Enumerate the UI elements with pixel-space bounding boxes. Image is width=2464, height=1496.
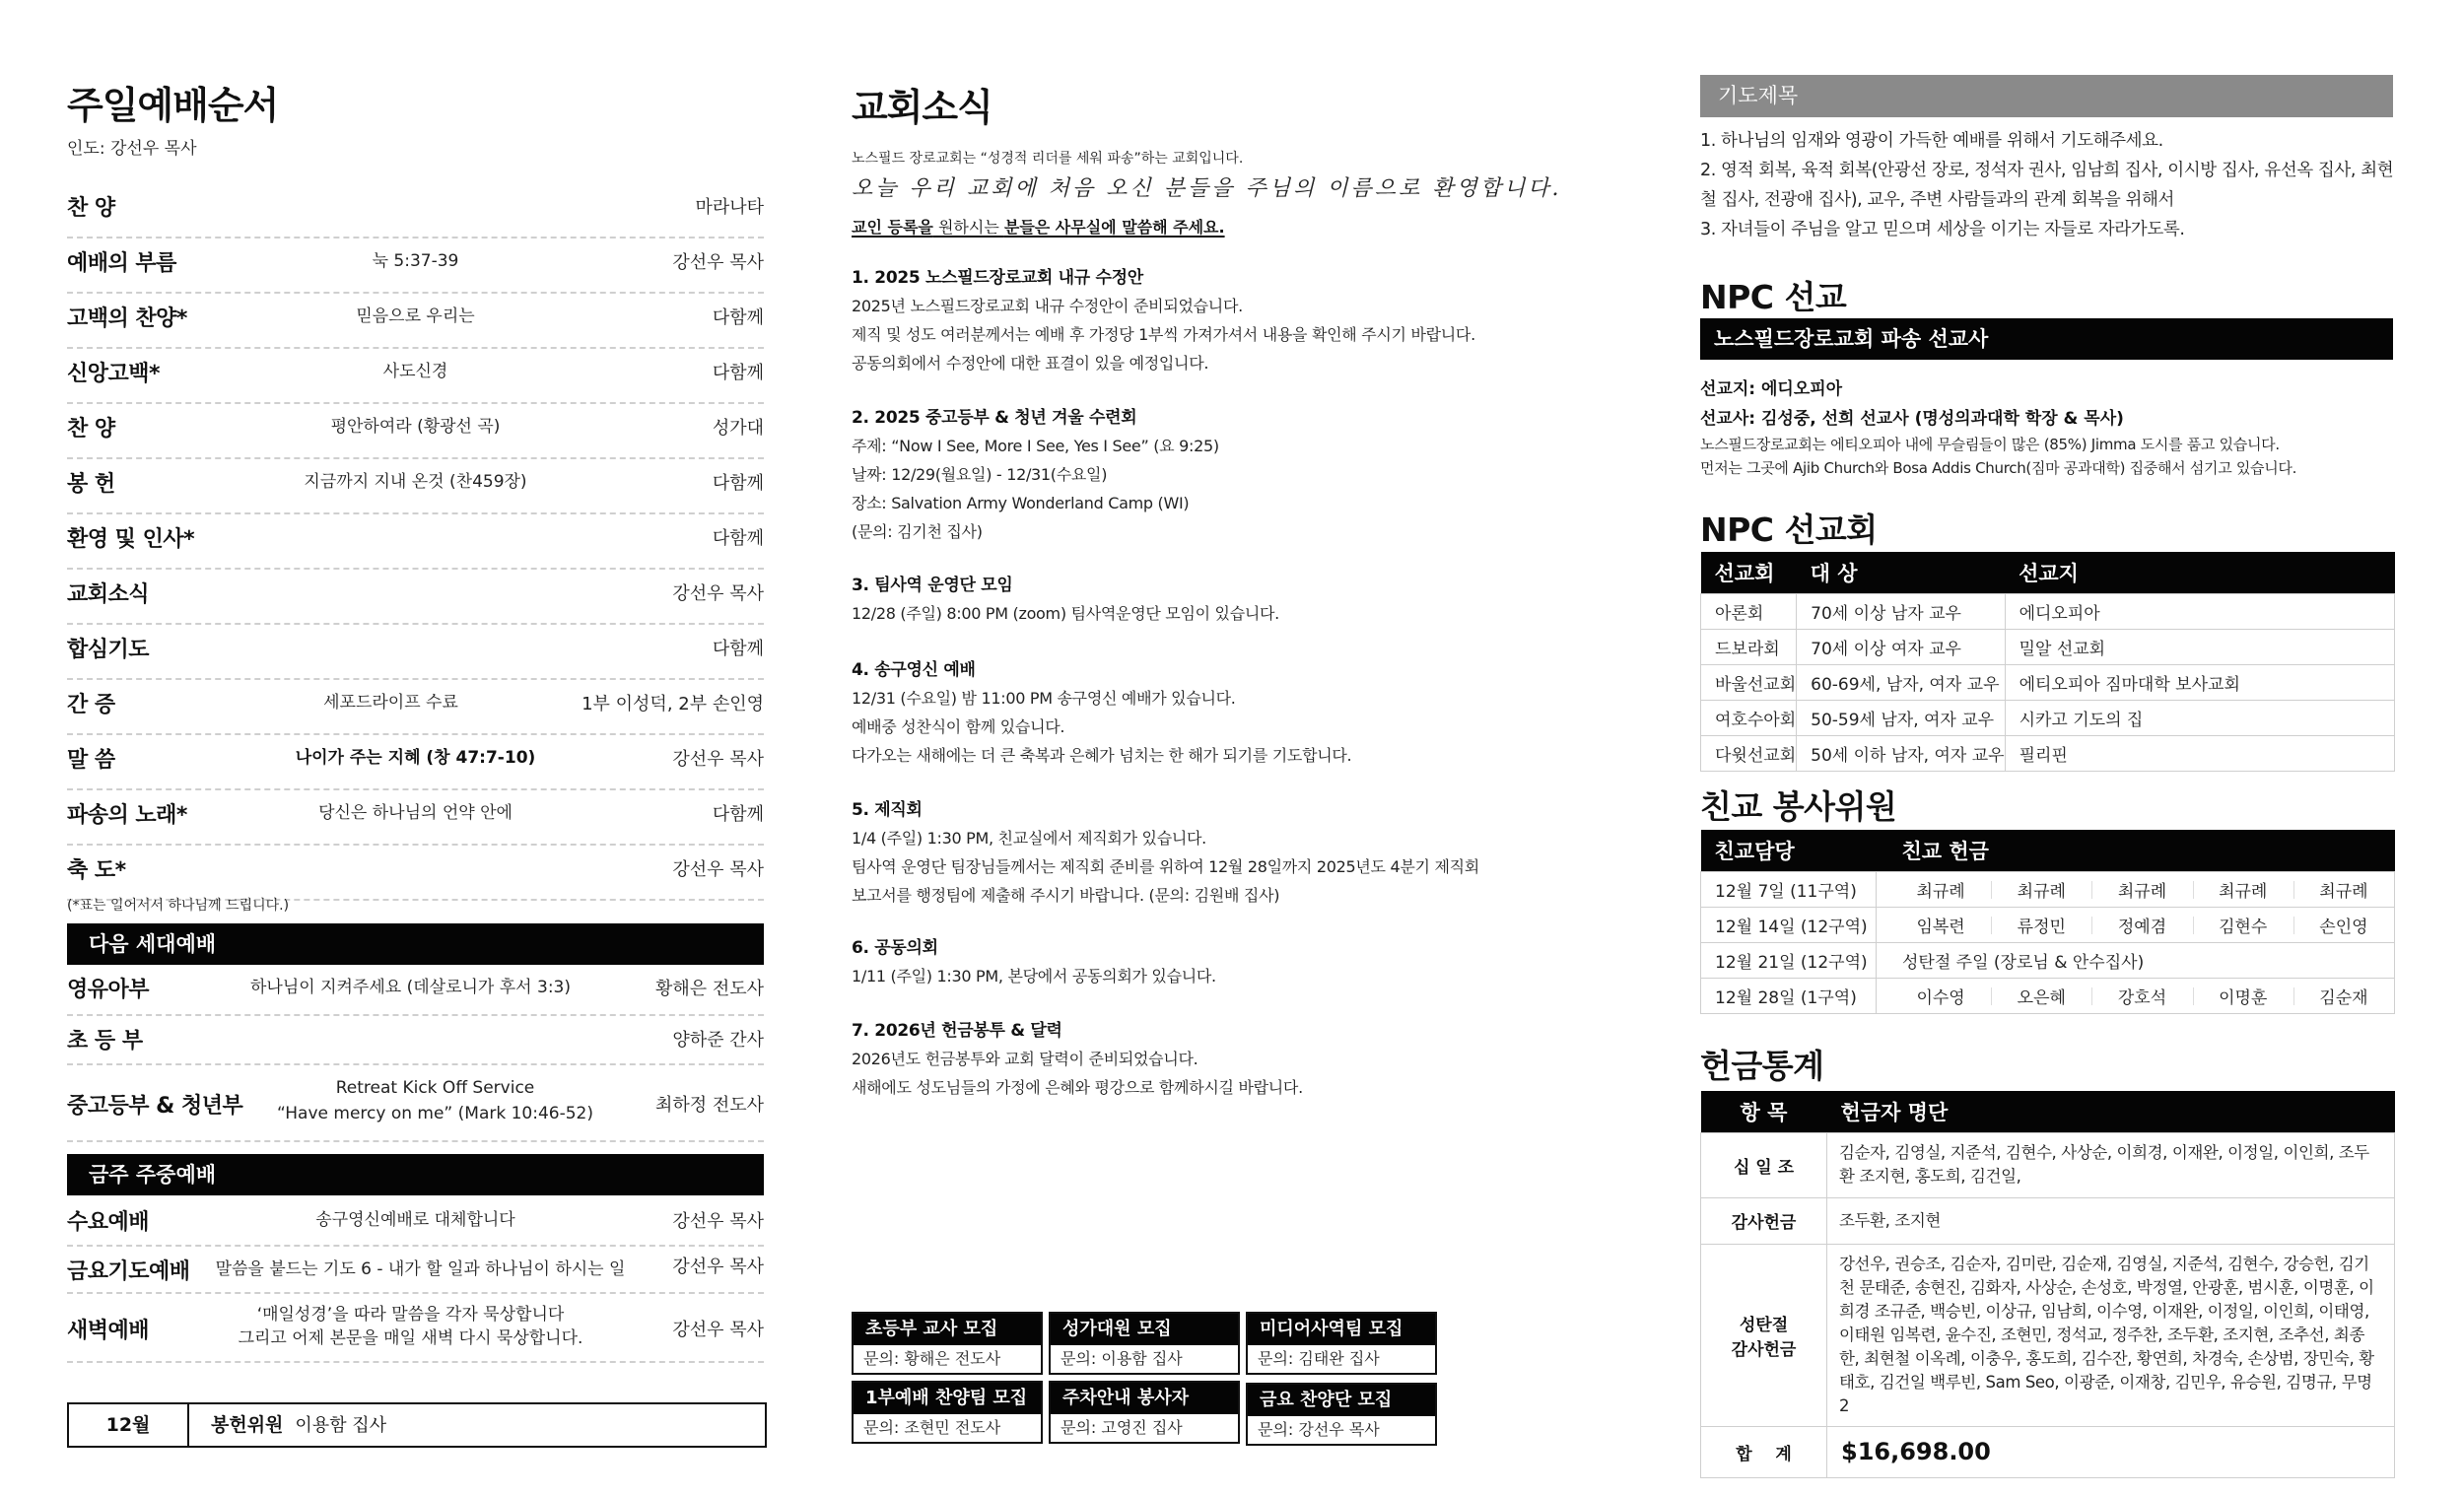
news-item bbox=[852, 572, 1551, 628]
order-content: 세포드라이프 수료 bbox=[323, 693, 458, 713]
news-title: 1. 2025 노스필드장로교회 내규 수정안 bbox=[852, 268, 1143, 288]
worship-leader: 인도: 강선우 목사 bbox=[67, 139, 197, 159]
order-label: 예배의 부름 bbox=[67, 251, 176, 276]
news-title: 6. 공동의회 bbox=[852, 938, 938, 958]
order-by: 양하준 간사 bbox=[672, 1030, 764, 1051]
offering-total: $16,698.00 bbox=[1827, 1426, 2395, 1477]
order-by: 다함께 bbox=[712, 363, 764, 383]
cell: 시카고 기도의 집 bbox=[2005, 700, 2394, 735]
mission-bar: 노스필드장로교회 파송 선교사 bbox=[1700, 318, 2393, 360]
order-row bbox=[67, 790, 764, 846]
name: 이명훈 bbox=[2193, 984, 2293, 1008]
registration-notice bbox=[852, 215, 1225, 238]
news-line: 새해에도 성도님들의 가정에 은혜와 평강으로 함께하시길 바랍니다. bbox=[852, 1078, 1303, 1097]
offering-total-label: 합 계 bbox=[1701, 1426, 1827, 1477]
fellowship-date: 12월 7일 (11구역) bbox=[1701, 871, 1877, 907]
order-by: 다함께 bbox=[712, 804, 764, 825]
offering-names: 강선우, 권승조, 김순자, 김미란, 김순재, 김영실, 지준석, 김현수, 강승헌, 김기천 문태준, 송현진, 김화자, 사상순, 손성호, 박정열, 안광훈, 범시훈, 이명훈, 이희경 조규준, 백승빈, 이상규, 임남희, 이수영, 이재완, 이정일, 이인희, 이태영, 이태원 임복련, 윤수진, 조현민, 정석교, 정주찬, 조두환, 조지현, 조추선, 최종한, 최현철 이옥례, 이충우, 홍도희, 김수잔, 황연희, 차경숙, 손상범, 장민숙, 황태호, 김건일 백루빈, Sam Seo, 이광준, 이재창, 김민우, 유승원, 김명규, 무명 2 bbox=[1827, 1244, 2395, 1426]
committee-month: 12월 bbox=[69, 1404, 189, 1446]
order-row bbox=[67, 1294, 764, 1363]
table-row bbox=[1701, 907, 2395, 942]
name: 최규례 bbox=[2293, 877, 2394, 902]
mission-title: NPC 선교 bbox=[1700, 278, 1847, 316]
news-line: (문의: 김기천 집사) bbox=[852, 522, 983, 541]
order-by: 강선우 목사 bbox=[672, 583, 764, 604]
news-line: 공동의회에서 수정안에 대한 표결이 있을 예정입니다. bbox=[852, 354, 1209, 373]
order-content-line1: ‘매일성경’을 따라 말씀을 각자 묵상합니다 bbox=[256, 1305, 565, 1325]
recruit-contact: 문의: 조현민 전도사 bbox=[854, 1414, 1041, 1442]
news-title: 5. 제직회 bbox=[852, 800, 923, 820]
order-row bbox=[67, 349, 764, 404]
order-by: 다함께 bbox=[712, 307, 764, 328]
order-by: 강선우 목사 bbox=[672, 1257, 764, 1277]
news-title: 3. 팀사역 운영단 모임 bbox=[852, 576, 1013, 595]
order-row bbox=[67, 965, 764, 1016]
cell: 에티오피아 짐마대학 보사교회 bbox=[2005, 664, 2394, 700]
order-row bbox=[67, 294, 764, 349]
cell: 드보라회 bbox=[1701, 629, 1797, 664]
order-label: 교회소식 bbox=[67, 582, 150, 607]
societies-title: NPC 선교회 bbox=[1700, 510, 1878, 549]
offering-names: 김순자, 김영실, 지준석, 김현수, 사상순, 이희경, 이재완, 이정일, 이인희, 조두환 조지현, 홍도희, 김건일, bbox=[1827, 1132, 2395, 1197]
order-by: 1부 이성덕, 2부 손인영 bbox=[582, 694, 764, 714]
news-line: 주제: “Now I See, More I See, Yes I See” (요 9:25) bbox=[852, 437, 1219, 455]
order-row bbox=[67, 404, 764, 459]
order-by: 황해은 전도사 bbox=[654, 979, 764, 999]
recruit-box bbox=[1049, 1381, 1240, 1444]
missionary-names: 선교사: 김성중, 선희 선교사 (명성의과대학 학장 & 목사) bbox=[1700, 409, 2124, 429]
name: 임복련 bbox=[1916, 917, 1965, 937]
column-header: 선교지 bbox=[2005, 552, 2394, 593]
fellowship-title: 친교 봉사위원 bbox=[1700, 787, 1897, 826]
name: 오은혜 bbox=[1991, 984, 2091, 1008]
table-row bbox=[1701, 978, 2395, 1013]
cell: 밀알 선교회 bbox=[2005, 629, 2394, 664]
order-label: 파송의 노래* bbox=[67, 803, 187, 828]
table-row bbox=[1701, 942, 2395, 978]
weekday-header: 금주 주중예배 bbox=[67, 1154, 764, 1195]
order-label: 수요예배 bbox=[67, 1210, 150, 1235]
order-content: 하나님이 지켜주세요 (데살로니가 후서 3:3) bbox=[250, 978, 571, 997]
table-header-row bbox=[1701, 1091, 2395, 1132]
fellowship-date: 12월 28일 (1구역) bbox=[1701, 978, 1877, 1013]
column-header: 선교회 bbox=[1701, 552, 1797, 593]
cell: 60-69세, 남자, 여자 교우 bbox=[1797, 664, 2005, 700]
register-part3: 분들은 사무실에 말씀해 주세요. bbox=[1003, 218, 1225, 237]
cell: 에디오피아 bbox=[2005, 593, 2394, 629]
recruit-contact: 문의: 김태완 집사 bbox=[1248, 1345, 1435, 1373]
name: 최규례 bbox=[1991, 877, 2091, 902]
order-row bbox=[67, 459, 764, 514]
news-line: 날짜: 12/29(월요일) - 12/31(수요일) bbox=[852, 465, 1108, 484]
column-header: 대 상 bbox=[1797, 552, 2005, 593]
table-row bbox=[1701, 1426, 2395, 1477]
column-header: 친교 헌금 bbox=[1877, 830, 2395, 871]
prayer-item: 3. 자녀들이 주님을 알고 믿으며 세상을 이기는 자들로 자라가도록. bbox=[1700, 220, 2185, 239]
mission-desc-2: 먼저는 그곳에 Ajib Church와 Bosa Addis Church(짐마 공과대학) 집중해서 섬기고 있습니다. bbox=[1700, 459, 2297, 477]
order-by: 최하정 전도사 bbox=[654, 1095, 764, 1116]
news-title: 2. 2025 중고등부 & 청년 겨울 수련회 bbox=[852, 408, 1137, 428]
news-line: 팀사역 운영단 팀장님들께서는 제직회 준비를 위하여 12월 28일까지 2025년도 4분기 제직회 bbox=[852, 857, 1479, 876]
fellowship-names bbox=[1877, 907, 2395, 942]
news-item bbox=[852, 404, 1551, 546]
order-by: 강선우 목사 bbox=[672, 859, 764, 880]
news-item bbox=[852, 264, 1551, 377]
order-content: 평안하여라 (황광선 곡) bbox=[330, 417, 501, 437]
recruit-box bbox=[1049, 1312, 1240, 1375]
order-label: 봉 헌 bbox=[67, 472, 115, 497]
order-by: 강선우 목사 bbox=[672, 1320, 764, 1340]
next-gen-header: 다음 세대예배 bbox=[67, 923, 764, 965]
order-content-line1: Retreat Kick Off Service bbox=[335, 1078, 535, 1098]
order-row bbox=[67, 625, 764, 680]
order-by: 다함께 bbox=[712, 528, 764, 549]
offering-item: 감사헌금 bbox=[1701, 1197, 1827, 1244]
order-content-line2: “Have mercy on me” (Mark 10:46-52) bbox=[276, 1104, 593, 1123]
name: 이수영 bbox=[1916, 987, 1965, 1008]
mission-field: 선교지: 에디오피아 bbox=[1700, 379, 1843, 399]
table-row bbox=[1701, 1244, 2395, 1426]
order-label: 찬 양 bbox=[67, 196, 115, 221]
cell: 다윗선교회 bbox=[1701, 735, 1797, 771]
news-line: 예배중 성찬식이 함께 있습니다. bbox=[852, 717, 1065, 736]
societies-table bbox=[1700, 552, 2395, 772]
order-by: 강선우 목사 bbox=[672, 749, 764, 770]
order-label: 영유아부 bbox=[67, 978, 150, 1002]
table-row bbox=[1701, 1197, 2395, 1244]
news-line: 제직 및 성도 여러분께서는 예배 후 가정당 1부씩 가져가셔서 내용을 확인해 주시기 바랍니다. bbox=[852, 325, 1475, 344]
news-line: 1/11 (주일) 1:30 PM, 본당에서 공동의회가 있습니다. bbox=[852, 967, 1216, 986]
table-row bbox=[1701, 593, 2395, 629]
order-by: 강선우 목사 bbox=[672, 1211, 764, 1232]
order-row bbox=[67, 846, 764, 901]
offering-committee-box bbox=[67, 1402, 767, 1448]
recruit-contact: 문의: 강선우 목사 bbox=[1248, 1416, 1435, 1444]
news-item bbox=[852, 934, 1551, 990]
order-row bbox=[67, 1197, 764, 1247]
news-line: 2026년도 헌금봉투와 교회 달력이 준비되었습니다. bbox=[852, 1050, 1198, 1068]
cell: 여호수아회 bbox=[1701, 700, 1797, 735]
order-content: 사도신경 bbox=[382, 362, 448, 381]
order-row bbox=[67, 514, 764, 570]
news-title: 교회소식 bbox=[852, 86, 992, 129]
cell: 필리핀 bbox=[2005, 735, 2394, 771]
welcome-message: 오늘 우리 교회에 처음 오신 분들을 주님의 이름으로 환영합니다. bbox=[852, 176, 1562, 201]
cell: 50-59세 남자, 여자 교우 bbox=[1797, 700, 2005, 735]
order-row bbox=[67, 1065, 764, 1142]
name: 최규례 bbox=[2193, 877, 2293, 902]
news-line: 장소: Salvation Army Wonderland Camp (WI) bbox=[852, 494, 1190, 512]
name: 김순재 bbox=[2293, 984, 2394, 1008]
recruit-title: 1부예배 찬양팀 모집 bbox=[854, 1383, 1041, 1414]
church-intro: 노스필드 장로교회는 “성경적 리더를 세워 파송”하는 교회입니다. bbox=[852, 151, 1244, 167]
order-content: 송구영신예배로 대체합니다 bbox=[315, 1210, 515, 1230]
fellowship-date: 12월 21일 (12구역) bbox=[1701, 942, 1877, 978]
offering-item-line2: 감사헌금 bbox=[1731, 1339, 1797, 1360]
order-row bbox=[67, 183, 764, 238]
page-title: 주일예배순서 bbox=[67, 84, 279, 127]
recruit-contact: 문의: 고영진 집사 bbox=[1051, 1414, 1238, 1442]
register-part2: 원하시는 bbox=[932, 218, 1004, 237]
fellowship-names bbox=[1877, 978, 2395, 1013]
order-label: 찬 양 bbox=[67, 417, 115, 442]
cell: 50세 이하 남자, 여자 교우 bbox=[1797, 735, 2005, 771]
name: 최규례 bbox=[2091, 877, 2192, 902]
table-row bbox=[1701, 664, 2395, 700]
column-header: 친교담당 bbox=[1701, 830, 1877, 871]
order-row bbox=[67, 1247, 764, 1294]
news-line: 2025년 노스필드장로교회 내규 수정안이 준비되었습니다. bbox=[852, 297, 1243, 315]
register-part1: 교인 등록을 bbox=[852, 218, 933, 237]
recruit-contact: 문의: 황해은 전도사 bbox=[854, 1345, 1041, 1373]
column-header: 헌금자 명단 bbox=[1827, 1091, 2395, 1132]
news-line: 보고서를 행정팀에 제출해 주시기 바랍니다. (문의: 김원배 집사) bbox=[852, 886, 1280, 905]
news-title: 7. 2026년 헌금봉투 & 달력 bbox=[852, 1021, 1062, 1041]
recruit-box bbox=[1246, 1383, 1437, 1446]
order-label: 새벽예배 bbox=[67, 1319, 150, 1343]
order-row bbox=[67, 570, 764, 625]
news-item bbox=[852, 1017, 1551, 1102]
prayer-list bbox=[1700, 126, 2400, 244]
news-line: 1/4 (주일) 1:30 PM, 친교실에서 제직회가 있습니다. bbox=[852, 829, 1206, 848]
name: 정예겸 bbox=[2091, 913, 2192, 937]
table-row bbox=[1701, 700, 2395, 735]
order-label: 합심기도 bbox=[67, 638, 150, 662]
order-content: 말씀을 붙드는 기도 6 - 내가 할 일과 하나님이 하시는 일 bbox=[215, 1259, 626, 1279]
order-content: 눅 5:37-39 bbox=[372, 251, 459, 271]
offering-table bbox=[1700, 1091, 2395, 1478]
order-label: 말 씀 bbox=[67, 748, 115, 773]
table-row bbox=[1701, 629, 2395, 664]
recruit-title: 금요 찬양단 모집 bbox=[1248, 1385, 1435, 1416]
fellowship-date: 12월 14일 (12구역) bbox=[1701, 907, 1877, 942]
offering-item-line1: 성탄절 bbox=[1739, 1315, 1789, 1335]
fellowship-table bbox=[1700, 830, 2395, 1014]
order-row bbox=[67, 238, 764, 294]
order-by: 강선우 목사 bbox=[672, 252, 764, 273]
recruit-title: 초등부 교사 모집 bbox=[854, 1314, 1041, 1345]
cell: 바울선교회 bbox=[1701, 664, 1797, 700]
cell: 아론회 bbox=[1701, 593, 1797, 629]
prayer-item: 2. 영적 회복, 육적 회복(안광선 장로, 정석자 권사, 임남희 집사, 이시방 집사, 유선옥 집사, 최현철 집사, 전광애 집사), 교우, 주변 사람들과의 관계 회복을 위해서 bbox=[1700, 161, 2394, 210]
recruit-title: 미디어사역팀 모집 bbox=[1248, 1314, 1435, 1345]
order-content: 지금까지 지내 온것 (찬459장) bbox=[304, 472, 527, 492]
name: 김현수 bbox=[2193, 913, 2293, 937]
table-row bbox=[1701, 1132, 2395, 1197]
order-label: 신앙고백* bbox=[67, 362, 161, 386]
order-label: 중고등부 & 청년부 bbox=[67, 1094, 243, 1119]
recruit-contact: 문의: 이용함 집사 bbox=[1051, 1345, 1238, 1373]
order-by: 마라나타 bbox=[695, 197, 764, 218]
prayer-item: 1. 하나님의 임재와 영광이 가득한 예배를 위해서 기도해주세요. bbox=[1700, 131, 2163, 151]
order-label: 금요기도예배 bbox=[67, 1259, 190, 1284]
table-row bbox=[1701, 735, 2395, 771]
table-header-row bbox=[1701, 552, 2395, 593]
recruit-box bbox=[1246, 1312, 1437, 1375]
order-content: 믿음으로 우리는 bbox=[356, 306, 475, 326]
order-by: 다함께 bbox=[712, 473, 764, 494]
name: 강호석 bbox=[2091, 984, 2192, 1008]
order-row bbox=[67, 680, 764, 735]
offering-title: 헌금통계 bbox=[1700, 1047, 1824, 1085]
news-title: 4. 송구영신 예배 bbox=[852, 660, 976, 680]
recruit-box bbox=[852, 1312, 1043, 1375]
order-label: 초 등 부 bbox=[67, 1029, 143, 1054]
order-label: 환영 및 인사* bbox=[67, 527, 195, 552]
order-row bbox=[67, 1016, 764, 1065]
table-header-row bbox=[1701, 830, 2395, 871]
offering-item: 십 일 조 bbox=[1701, 1132, 1827, 1197]
order-content-line2: 그리고 어제 본문을 매일 새벽 다시 묵상합니다. bbox=[238, 1328, 583, 1348]
table-row bbox=[1701, 871, 2395, 907]
recruit-title: 성가대원 모집 bbox=[1051, 1314, 1238, 1345]
cell: 70세 이상 남자 교우 bbox=[1797, 593, 2005, 629]
sermon-title: 나이가 주는 지혜 (창 47:7-10) bbox=[295, 748, 536, 768]
cell: 70세 이상 여자 교우 bbox=[1797, 629, 2005, 664]
order-by: 다함께 bbox=[712, 639, 764, 659]
order-row bbox=[67, 735, 764, 790]
order-by: 성가대 bbox=[712, 418, 764, 439]
prayer-header: 기도제목 bbox=[1700, 75, 2393, 117]
name: 류정민 bbox=[1991, 913, 2091, 937]
mission-desc-1: 노스필드장로교회는 에티오피아 내에 무슬림들이 많은 (85%) Jimma 도시를 품고 있습니다. bbox=[1700, 436, 2280, 453]
order-label: 고백의 찬양* bbox=[67, 306, 187, 331]
column-header: 항 목 bbox=[1701, 1091, 1827, 1132]
offering-item bbox=[1701, 1244, 1827, 1426]
name: 손인영 bbox=[2293, 913, 2394, 937]
fellowship-names bbox=[1877, 871, 2395, 907]
order-label: 간 증 bbox=[67, 693, 115, 717]
recruit-box bbox=[852, 1381, 1043, 1444]
order-content: 당신은 하나님의 언약 안에 bbox=[318, 803, 513, 823]
committee-name: 이용함 집사 bbox=[295, 1415, 387, 1436]
news-line: 12/28 (주일) 8:00 PM (zoom) 팀사역운영단 모임이 있습니다. bbox=[852, 604, 1279, 623]
order-label: 축 도* bbox=[67, 858, 126, 883]
news-item bbox=[852, 656, 1551, 770]
recruit-title: 주차안내 봉사자 bbox=[1051, 1383, 1238, 1414]
news-line: 12/31 (수요일) 밤 11:00 PM 송구영신 예배가 있습니다. bbox=[852, 689, 1236, 708]
committee-label: 봉헌위원 bbox=[211, 1414, 284, 1436]
committee-info bbox=[189, 1404, 386, 1446]
news-item bbox=[852, 796, 1551, 910]
fellowship-note: 성탄절 주일 (장로님 & 안수집사) bbox=[1877, 942, 2395, 978]
standing-footnote: (*표는 일어서서 하나님께 드립니다.) bbox=[67, 898, 290, 914]
offering-names: 조두환, 조지현 bbox=[1827, 1197, 2395, 1244]
name: 최규례 bbox=[1916, 881, 1965, 902]
news-line: 다가오는 새해에는 더 큰 축복과 은혜가 넘치는 한 해가 되기를 기도합니다. bbox=[852, 746, 1352, 765]
